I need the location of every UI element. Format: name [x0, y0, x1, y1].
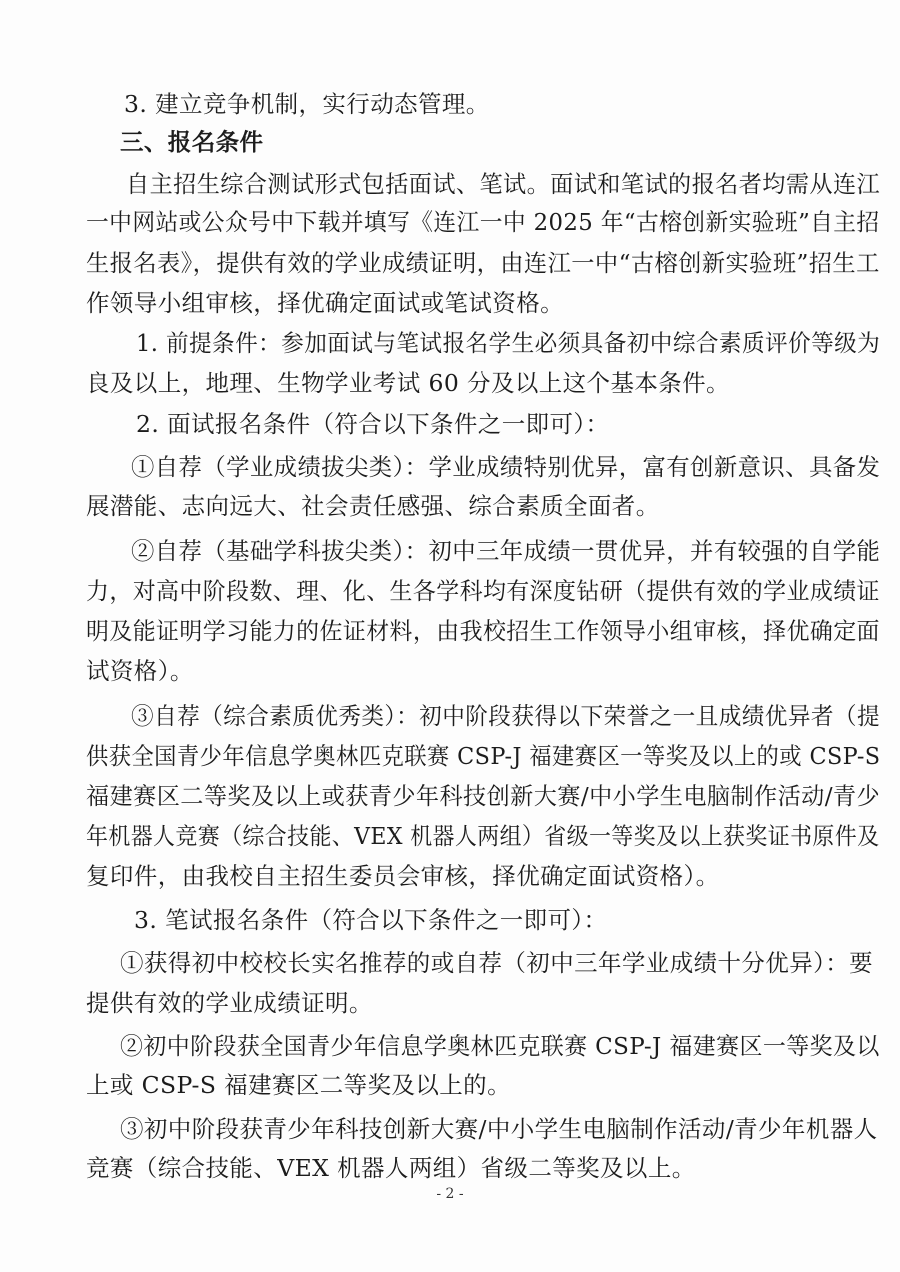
- text-line: 展潜能、志向远大、社会责任感强、综合素质全面者。: [86, 492, 660, 520]
- text-line: 3. 笔试报名条件（符合以下条件之一即可）：: [134, 906, 608, 934]
- text-line: 年机器人竞赛（综合技能、VEX 机器人两组）省级一等奖及以上获奖证书原件及: [86, 822, 880, 850]
- text-line: 作领导小组审核，择优确定面试或笔试资格。: [86, 289, 564, 317]
- text-line: ①自荐（学业成绩拔尖类）：学业成绩特别优异，富有创新意识、具备发: [131, 453, 881, 481]
- text-line: 试资格）。: [86, 657, 194, 685]
- text-line: 复印件，由我校自主招生委员会审核，择优确定面试资格）。: [86, 862, 720, 890]
- text-line: 竞赛（综合技能、VEX 机器人两组）省级二等奖及以上。: [86, 1154, 696, 1182]
- section-heading: 三、报名条件: [120, 128, 264, 156]
- text-line: 明及能证明学习能力的佐证材料，由我校招生工作领导小组审核，择优确定面: [86, 617, 880, 645]
- text-line: 提供有效的学业成绩证明。: [86, 989, 373, 1017]
- text-line: 力，对高中阶段数、理、化、生各学科均有深度钻研（提供有效的学业成绩证: [86, 577, 880, 605]
- text-line: 3. 建立竞争机制，实行动态管理。: [124, 90, 490, 118]
- text-line: 2. 面试报名条件（符合以下条件之一即可）：: [136, 410, 610, 438]
- text-line: ③初中阶段获青少年科技创新大赛/中小学生电脑制作活动/青少年机器人: [120, 1115, 878, 1143]
- text-line: 供获全国青少年信息学奥林匹克联赛 CSP-J 福建赛区一等奖及以上的或 CSP-S: [86, 742, 881, 770]
- text-line: ②初中阶段获全国青少年信息学奥林匹克联赛 CSP-J 福建赛区一等奖及以: [120, 1032, 880, 1060]
- page-number: - 2 -: [436, 1186, 464, 1202]
- text-line: 福建赛区二等奖及以上或获青少年科技创新大赛/中小学生电脑制作活动/青少: [86, 782, 881, 810]
- text-line: 1. 前提条件：参加面试与笔试报名学生必须具备初中综合素质评价等级为: [136, 329, 881, 357]
- text-line: 良及以上，地理、生物学业考试 60 分及以上这个基本条件。: [86, 369, 730, 397]
- text-line: 自主招生综合测试形式包括面试、笔试。面试和笔试的报名者均需从连江: [126, 170, 881, 198]
- text-line: ①获得初中校校长实名推荐的或自荐（初中三年学业成绩十分优异）：要: [120, 949, 874, 977]
- text-line: ③自荐（综合素质优秀类）：初中阶段获得以下荣誉之一且成绩优异者（提: [131, 702, 880, 730]
- text-line: 上或 CSP-S 福建赛区二等奖及以上的。: [86, 1071, 511, 1099]
- text-line: ②自荐（基础学科拔尖类）：初中三年成绩一贯优异，并有较强的自学能: [131, 537, 881, 565]
- text-line: 一中网站或公众号中下载并填写《连江一中 2025 年“古榕创新实验班”自主招: [86, 208, 880, 236]
- text-line: 生报名表》，提供有效的学业成绩证明，由连江一中“古榕创新实验班”招生工: [86, 249, 880, 277]
